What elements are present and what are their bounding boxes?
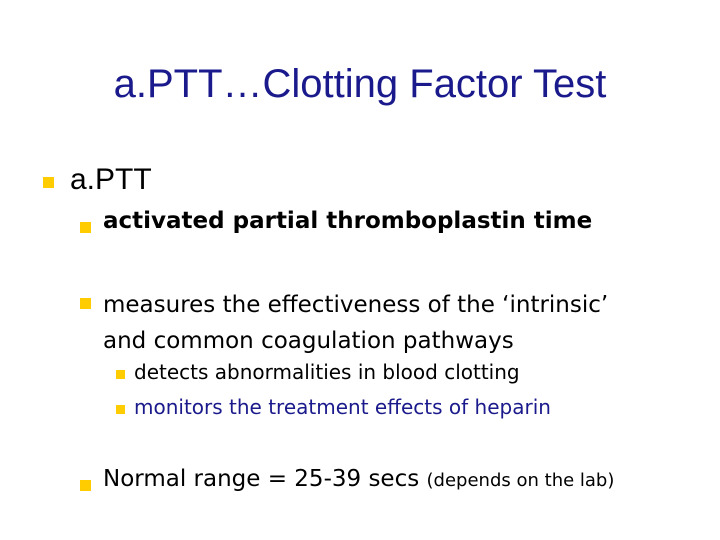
- item-normal-range: [103, 466, 614, 492]
- sub-item-detects: detects abnormalities in blood clotting: [134, 360, 520, 384]
- bullet-square-icon: [43, 177, 54, 188]
- item-measures-line2: and common coagulation pathways: [103, 328, 514, 354]
- item-measures: [103, 287, 608, 359]
- level1-text: a.PTT: [70, 163, 152, 196]
- item-measures-line1: measures the effectiveness of the ‘intrinsic’: [103, 292, 609, 318]
- bullet-square-icon: [116, 405, 125, 414]
- item-activated-ptt: activated partial thromboplastin time: [103, 208, 593, 234]
- normal-range-text: Normal range = 25-39 secs: [103, 466, 420, 492]
- bullet-square-icon: [80, 480, 91, 491]
- bullet-square-icon: [116, 370, 125, 379]
- bullet-square-icon: [80, 298, 91, 309]
- normal-range-note: (depends on the lab): [426, 470, 615, 491]
- slide-title: a.PTT…Clotting Factor Test: [113, 62, 607, 106]
- bullet-square-icon: [80, 222, 91, 233]
- sub-item-monitors: monitors the treatment effects of heparin: [134, 395, 551, 419]
